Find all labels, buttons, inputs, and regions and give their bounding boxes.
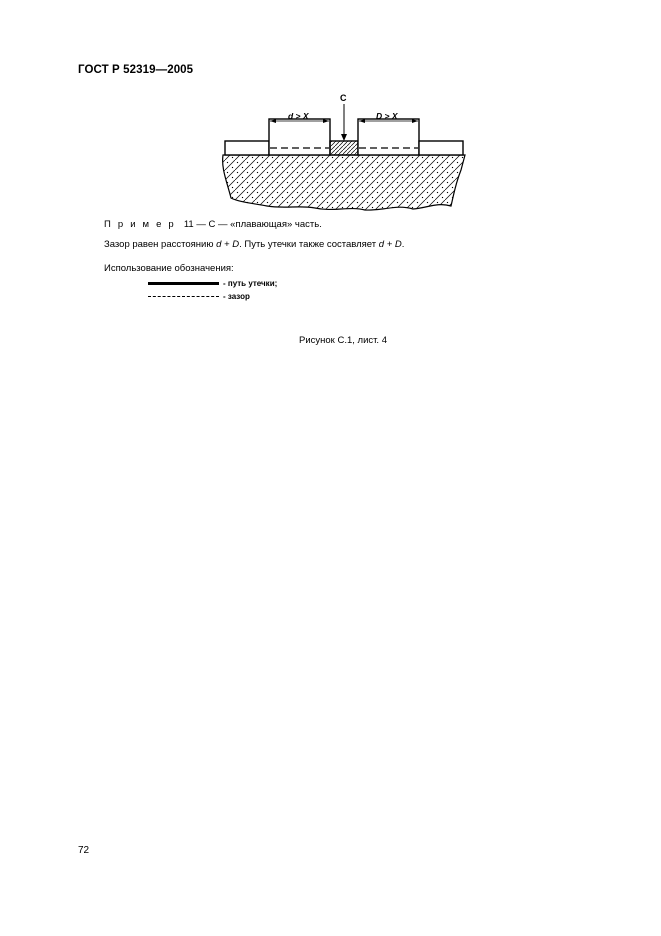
clearance-sentence	[104, 239, 404, 250]
figure-caption: Рисунок С.1, лист. 4	[299, 335, 387, 346]
legend-title: Использование обозначения:	[104, 263, 234, 274]
conductor-right-outer	[419, 141, 463, 155]
legend-item-creepage	[148, 279, 277, 288]
gap-text-1: Зазор равен расстоянию	[104, 239, 217, 250]
dashed-line-symbol	[148, 296, 219, 297]
gap-text-2: . Путь утечки также составляет	[239, 239, 379, 250]
legend-item-clearance	[148, 292, 250, 301]
label-d-left: d > X	[288, 111, 309, 121]
example-number: 11	[183, 219, 194, 230]
solid-line-symbol	[148, 282, 219, 285]
gap-text-3: .	[401, 239, 405, 250]
page-number: 72	[78, 845, 90, 856]
label-c: C	[340, 93, 347, 103]
gap-formula-2: d + D	[378, 239, 402, 250]
label-d-right: D > X	[376, 111, 398, 121]
example-line	[104, 219, 322, 230]
creepage-figure	[215, 90, 475, 215]
document-header: ГОСТ Р 52319—2005	[78, 64, 194, 76]
conductor-left-outer	[225, 141, 269, 155]
conductor-left	[269, 119, 330, 155]
example-prefix: П р и м е р	[104, 219, 176, 230]
legend-label-clearance: - зазор	[223, 292, 250, 301]
legend-label-creepage: - путь утечки;	[223, 279, 278, 288]
floating-part-c	[330, 141, 358, 155]
example-text: — C — «плавающая» часть.	[196, 219, 322, 230]
gap-formula-1: d + D	[216, 239, 240, 250]
conductor-right	[358, 119, 419, 155]
insulation-base	[223, 155, 465, 210]
